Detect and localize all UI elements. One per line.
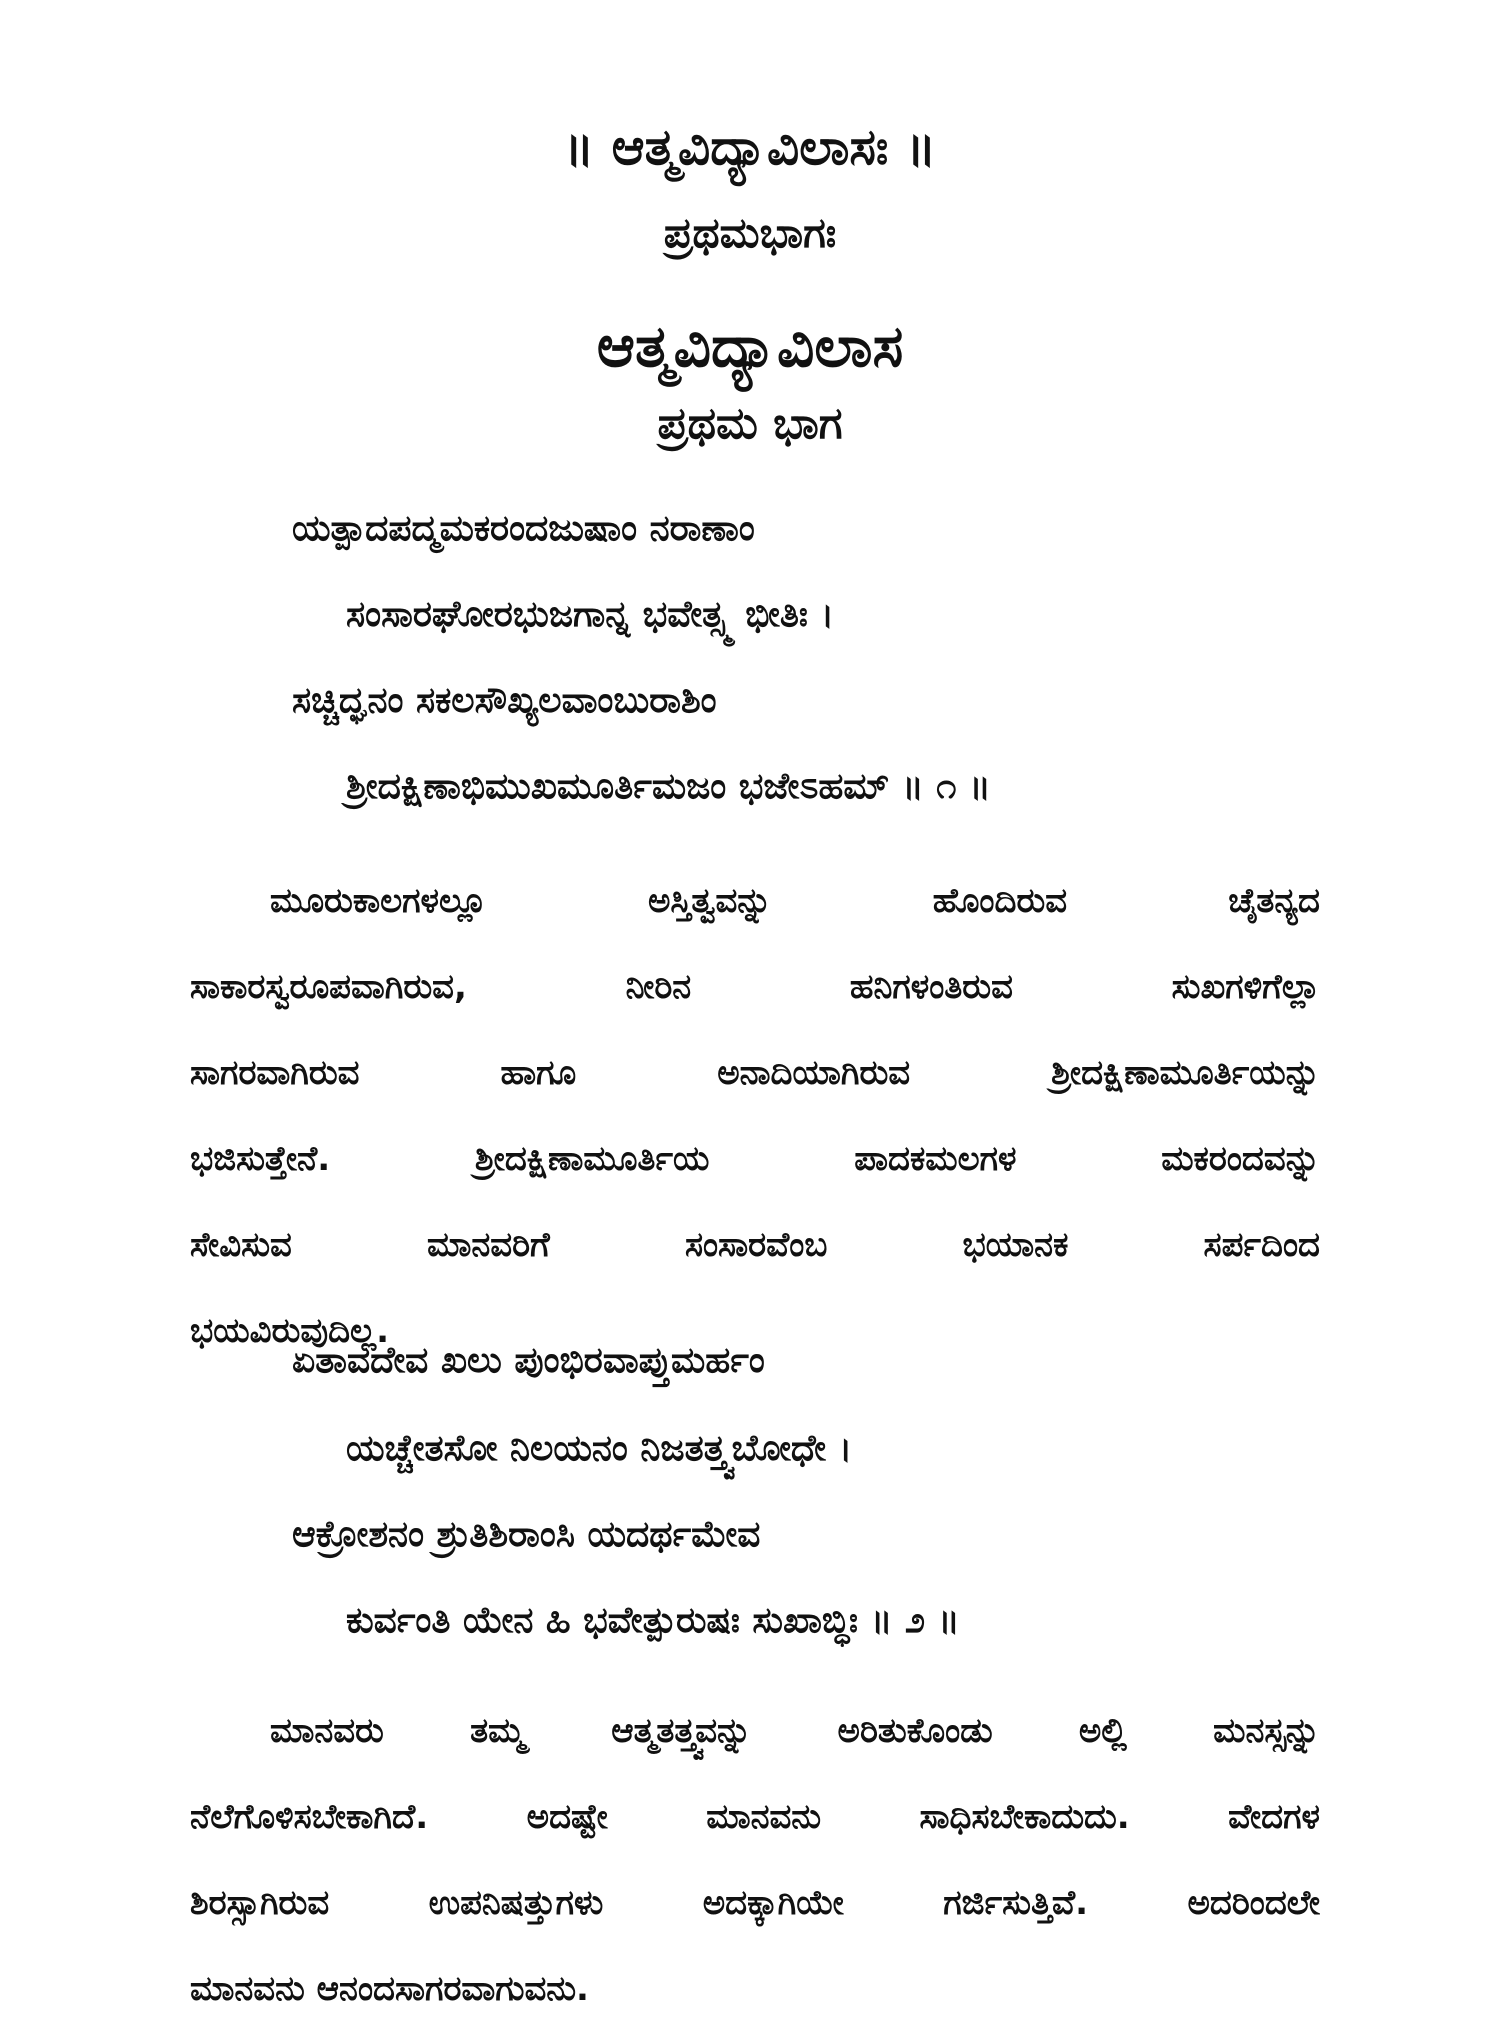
paragraph-2-line: ಮಾನವರು ತಮ್ಮ ಆತ್ಮತತ್ತ್ವವನ್ನು ಅರಿತುಕೊಂಡು ಅಲ್ಲಿ ಮನಸ್ಸನ್ನು bbox=[270, 1711, 1320, 1751]
paragraph-1 bbox=[190, 858, 1320, 1374]
verse2-line-3: ಆಕ್ರೋಶನಂ ಶ್ರುತಿಶಿರಾಂಸಿ ಯದರ್ಥಮೇವ bbox=[292, 1514, 761, 1555]
verse1-line-2: ಸಂಸಾರಘೋರಭುಜಗಾನ್ನ ಭವೇತ್ಸ್ಮ ಭೀತಿಃ । bbox=[346, 594, 835, 635]
page-title-kannada: ಆತ್ಮವಿದ್ಯಾವಿಲಾಸ bbox=[596, 312, 904, 380]
verse1-line-3: ಸಚ್ಚಿದ್ಘನಂ ಸಕಲಸೌಖ್ಯಲವಾಂಬುರಾಶಿಂ bbox=[292, 680, 717, 721]
paragraph-1-line: ಭಯವಿರುವುದಿಲ್ಲ. bbox=[190, 1311, 390, 1351]
paragraph-1-line: ಸೇವಿಸುವ ಮಾನವರಿಗೆ ಸಂಸಾರವೆಂಬ ಭಯಾನಕ ಸರ್ಪದಿಂದ bbox=[190, 1225, 1320, 1265]
page-subtitle-sanskrit: ಪ್ರಥಮಭಾಗಃ bbox=[663, 208, 837, 257]
paragraph-1-line: ಸಾಕಾರಸ್ವರೂಪವಾಗಿರುವ, ನೀರಿನ ಹನಿಗಳಂತಿರುವ ಸುಖಗಳಿಗೆಲ್ಲಾ bbox=[190, 967, 1320, 1007]
paragraph-2-line: ಶಿರಸ್ಸಾಗಿರುವ ಉಪನಿಷತ್ತುಗಳು ಅದಕ್ಕಾಗಿಯೇ ಗರ್ಜಿಸುತ್ತಿವೆ. ಅದರಿಂದಲೇ bbox=[190, 1883, 1320, 1923]
verse2-line-4: ಕುರ್ವಂತಿ ಯೇನ ಹಿ ಭವೇತ್ಪುರುಷಃ ಸುಖಾಬ್ಧಿಃ ॥ ೨ ॥ bbox=[346, 1600, 960, 1641]
paragraph-1-line: ಭಜಿಸುತ್ತೇನೆ. ಶ್ರೀದಕ್ಷಿಣಾಮೂರ್ತಿಯ ಪಾದಕಮಲಗಳ ಮಕರಂದವನ್ನು bbox=[190, 1139, 1320, 1179]
verse1-line-1: ಯತ್ಪಾದಪದ್ಮಮಕರಂದಜುಷಾಂ ನರಾಣಾಂ bbox=[292, 508, 755, 549]
page-title-sanskrit: ॥ ಆತ್ಮವಿದ್ಯಾವಿಲಾಸಃ ॥ bbox=[563, 118, 937, 176]
verse1-line-4: ಶ್ರೀದಕ್ಷಿಣಾಭಿಮುಖಮೂರ್ತಿಮಜಂ ಭಜೇಽಹಮ್ ॥ ೧ ॥ bbox=[346, 766, 991, 807]
page-subtitle-kannada: ಪ್ರಥಮ ಭಾಗ bbox=[657, 398, 843, 449]
paragraph-2 bbox=[190, 1688, 1320, 2032]
verse2-line-1: ಏತಾವದೇವ ಖಲು ಪುಂಭಿರವಾಪ್ತುಮರ್ಹಂ bbox=[292, 1340, 765, 1381]
paragraph-2-line: ಮಾನವನು ಆನಂದಸಾಗರವಾಗುವನು. bbox=[190, 1969, 589, 2009]
paragraph-1-line: ಮೂರುಕಾಲಗಳಲ್ಲೂ ಅಸ್ತಿತ್ವವನ್ನು ಹೊಂದಿರುವ ಚೈತನ್ಯದ bbox=[270, 881, 1320, 921]
paragraph-2-line: ನೆಲೆಗೊಳಿಸಬೇಕಾಗಿದೆ. ಅದಷ್ಟೇ ಮಾನವನು ಸಾಧಿಸಬೇಕಾದುದು. ವೇದಗಳ bbox=[190, 1797, 1320, 1837]
verse2-line-2: ಯಚ್ಚೇತಸೋ ನಿಲಯನಂ ನಿಜತತ್ತ್ವಬೋಧೇ । bbox=[346, 1428, 853, 1469]
paragraph-1-line: ಸಾಗರವಾಗಿರುವ ಹಾಗೂ ಅನಾದಿಯಾಗಿರುವ ಶ್ರೀದಕ್ಷಿಣಾಮೂರ್ತಿಯನ್ನು bbox=[190, 1053, 1320, 1093]
